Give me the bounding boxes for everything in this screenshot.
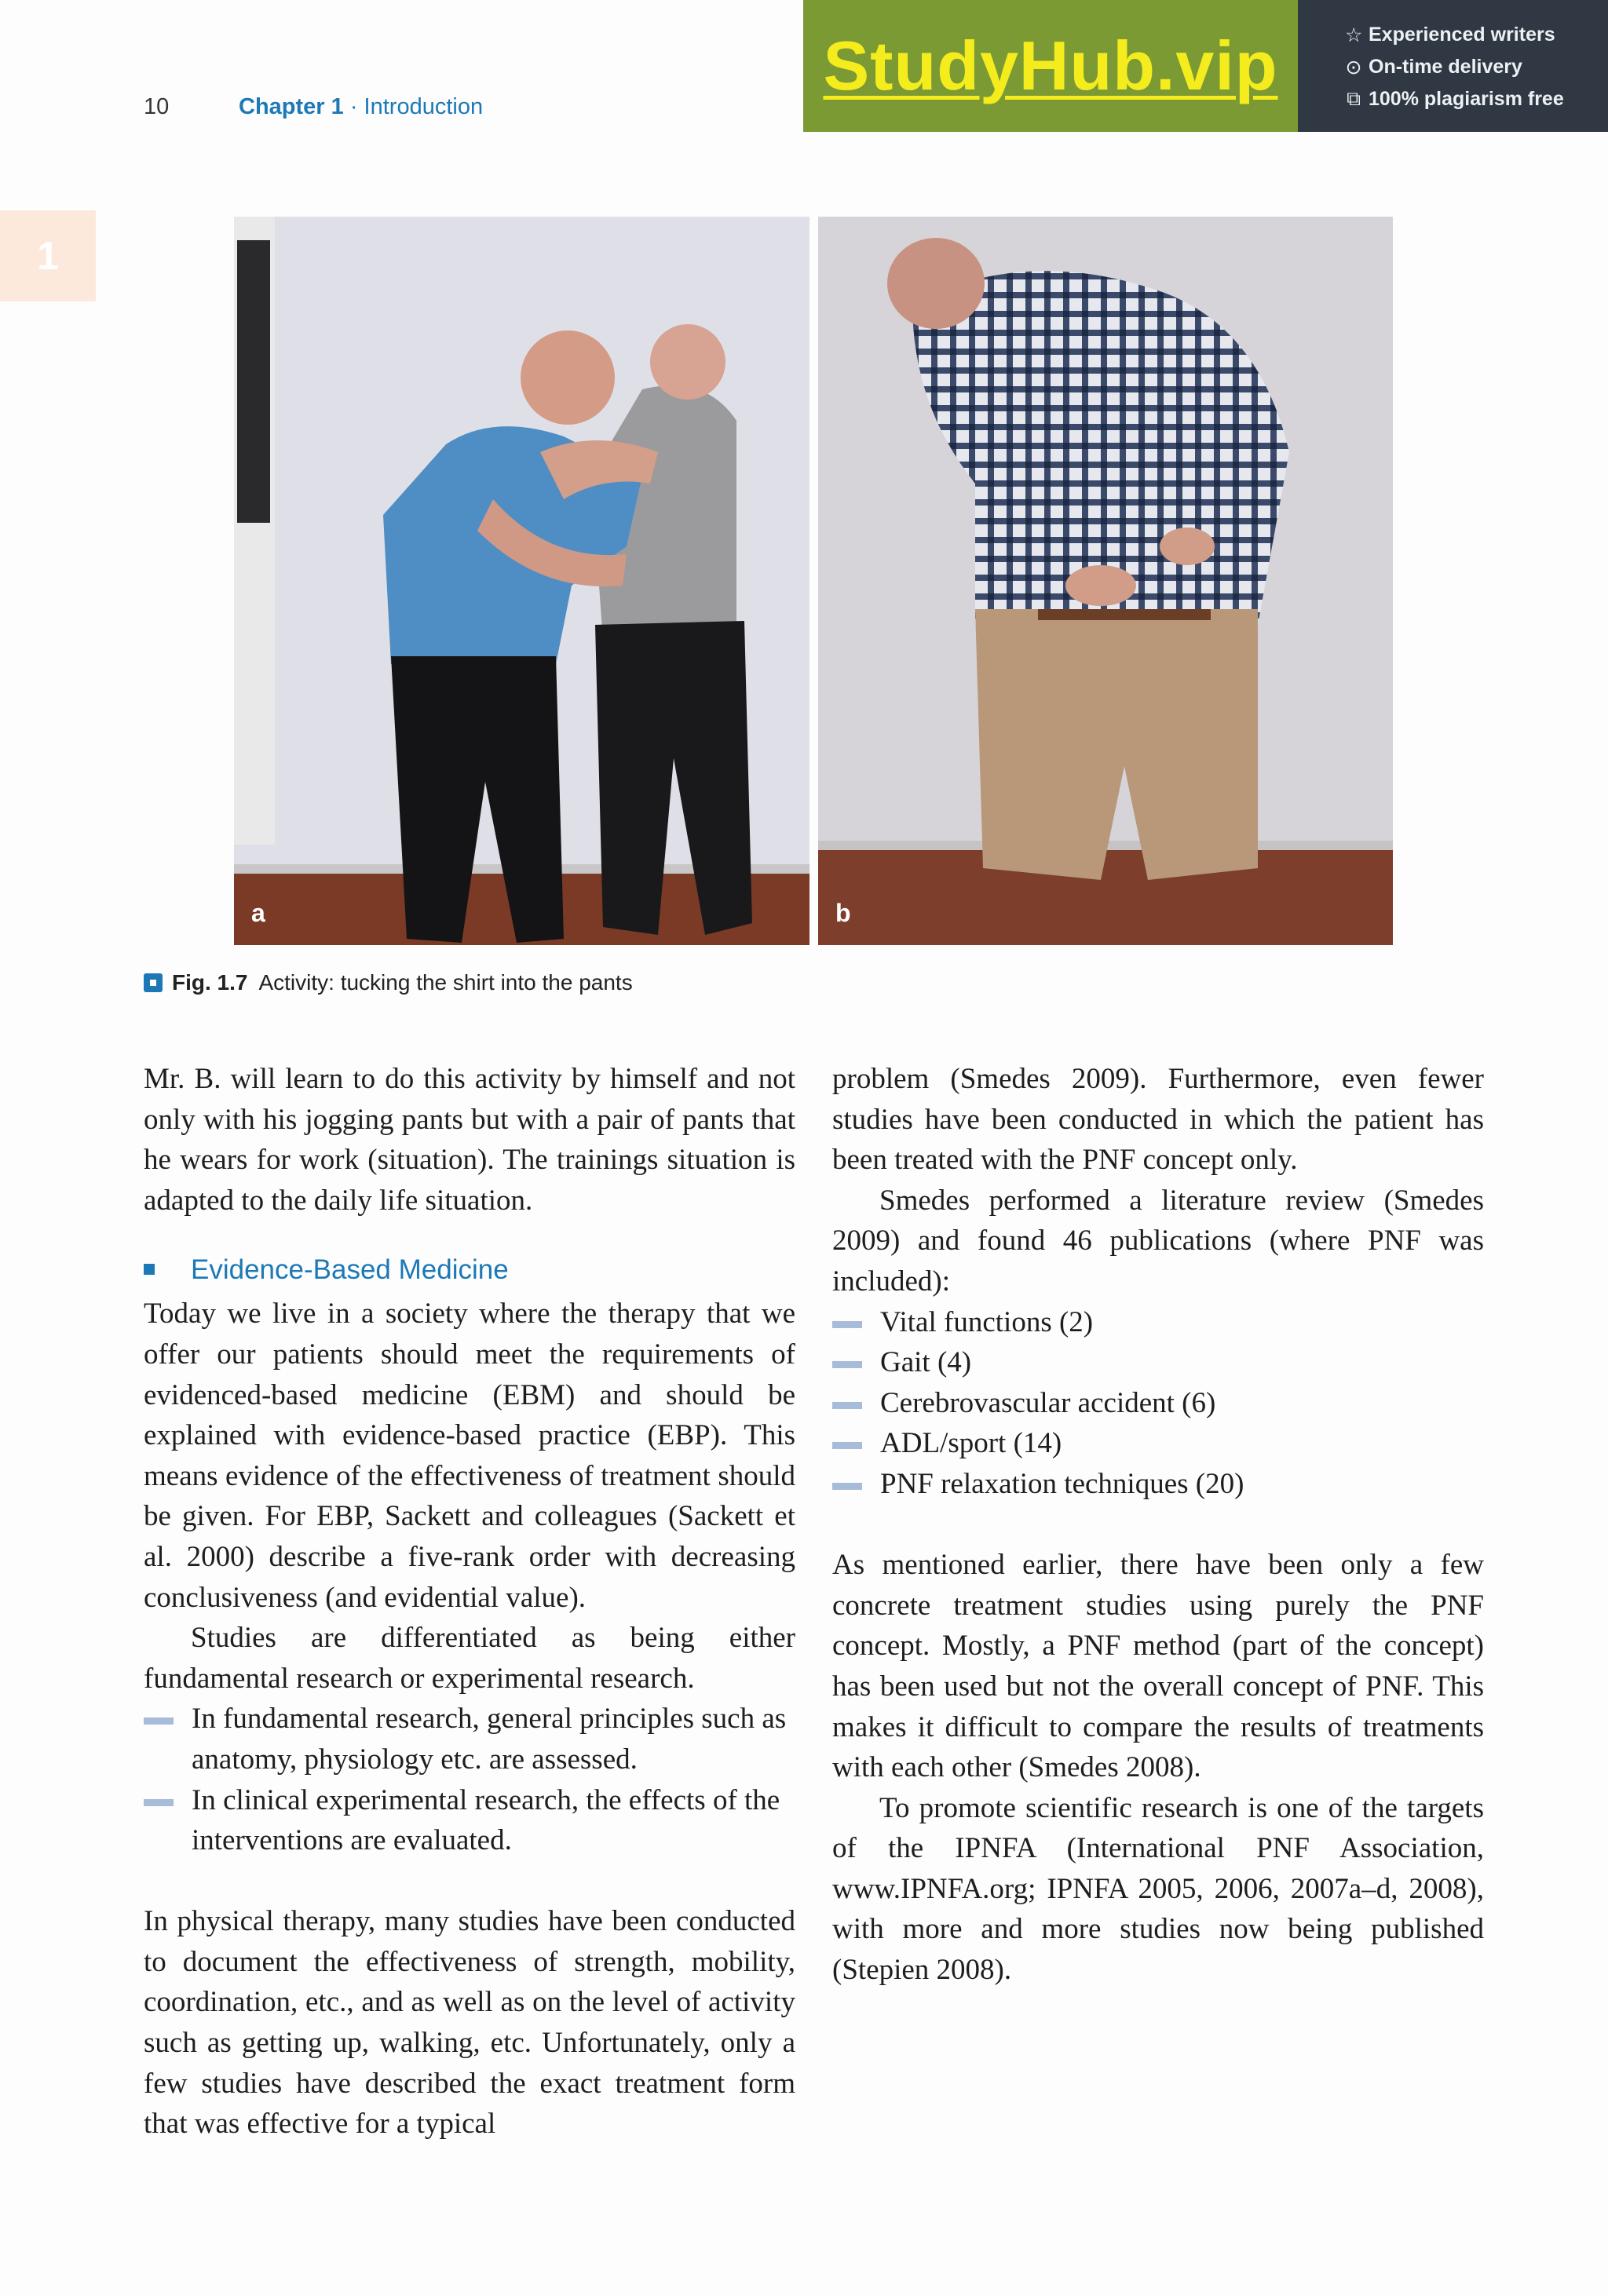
clock-icon: ⊙ xyxy=(1345,56,1362,78)
figure-caption xyxy=(144,970,633,995)
chapter-label: Chapter 1 xyxy=(239,94,344,119)
photo-a-illustration xyxy=(234,217,809,945)
page-number: 10 xyxy=(144,94,170,119)
running-head xyxy=(239,94,483,120)
list-item: Cerebrovascular accident (6) xyxy=(832,1383,1484,1424)
paragraph: In physical therapy, many studies have been conducted to document the effectiveness of strength, mobility, coordination, etc., and as well as on the level of activity such as getting up, walking, etc. Unfortunately, only a few studies have described the exact treatment form that was effective for a typical xyxy=(144,1905,795,2141)
paragraph: Mr. B. will learn to do this activity by himself and not only with his jogging pants but with a pair of pants that he wears for work (situation). The trainings situation is adapted to the daily life situation. xyxy=(144,1063,795,1217)
ad-features xyxy=(1298,0,1608,132)
chapter-tab: 1 xyxy=(0,210,96,301)
ad-feature-text: On-time delivery xyxy=(1369,56,1522,78)
figure-photo-b xyxy=(818,217,1393,945)
copy-icon: ⧉ xyxy=(1347,88,1361,110)
photo-b-illustration xyxy=(818,217,1393,945)
ad-feature-text: Experienced writers xyxy=(1369,24,1555,46)
list-item: In fundamental research, general principles such as anatomy, physiology etc. are assessed. xyxy=(144,1699,795,1779)
list-item: Vital functions (2) xyxy=(832,1302,1484,1343)
bullet-list xyxy=(144,1699,795,1860)
chapter-title: Introduction xyxy=(364,94,484,119)
left-column xyxy=(144,1059,795,2145)
panel-label-b: b xyxy=(835,899,851,927)
paragraph: problem (Smedes 2009). Furthermore, even fewer studies have been conducted in which the patient has been treated with the PNF concept only. xyxy=(832,1063,1484,1177)
ad-logo[interactable]: StudyHub.vip xyxy=(823,27,1278,104)
figure-photo-a xyxy=(234,217,809,945)
paragraph: Studies are differentiated as being either fundamental research or experimental research. xyxy=(144,1622,795,1695)
ad-feature-plagiarism xyxy=(1345,83,1608,115)
paragraph: To promote scientific research is one of the targets of the IPNFA (International PNF Association, www.IPNFA.org; IPNFA 2005, 2006, 2007a–d, 2008), with more and more studies now being published (Stepien 2008). xyxy=(832,1791,1484,1987)
section-heading xyxy=(144,1250,795,1289)
paragraph: Today we live in a society where the therapy that we offer our patients should meet the requirements of evidenced-based medicine (EBM) and should be explained with evidence-based practice (EBP). This means evidence of the effectiveness of treatment should be given. For EBP, Sackett and colleagues (Sackett et al. 2000) describe a five-rank order with decreasing conclusiveness (and evidential value). xyxy=(144,1298,795,1614)
ad-feature-text: 100% plagiarism free xyxy=(1369,88,1564,110)
paragraph: Smedes performed a literature review (Smedes 2009) and found 46 publications (where PNF was included): xyxy=(832,1184,1484,1298)
list-item: Gait (4) xyxy=(832,1342,1484,1383)
ad-logo-panel[interactable] xyxy=(803,0,1298,132)
bullet-list xyxy=(832,1302,1484,1505)
ad-banner[interactable] xyxy=(803,0,1608,132)
panel-label-a: a xyxy=(251,899,265,927)
running-head-separator: · xyxy=(343,94,364,119)
list-item: ADL/sport (14) xyxy=(832,1423,1484,1464)
section-heading-text: Evidence-Based Medicine xyxy=(191,1254,509,1285)
paragraph: As mentioned earlier, there have been only a few concrete treatment studies using purely the PNF concept. Mostly, a PNF method (part of the concept) has been used but not the overall concept of PNF. This makes it difficult to compare the results of treatments with each other (Smedes 2008). xyxy=(832,1549,1484,1784)
figure-caption-text: Activity: tucking the shirt into the pants xyxy=(258,970,633,995)
list-item: In clinical experimental research, the effects of the interventions are evaluated. xyxy=(144,1780,795,1861)
ad-feature-writers xyxy=(1345,19,1608,51)
heading-bullet-icon xyxy=(144,1264,155,1275)
right-column xyxy=(832,1059,1484,1991)
ad-feature-delivery xyxy=(1345,51,1608,83)
figure-icon xyxy=(144,973,163,992)
figure-caption-label: Fig. 1.7 xyxy=(172,970,248,995)
star-icon: ☆ xyxy=(1345,24,1363,46)
list-item: PNF relaxation techniques (20) xyxy=(832,1464,1484,1505)
